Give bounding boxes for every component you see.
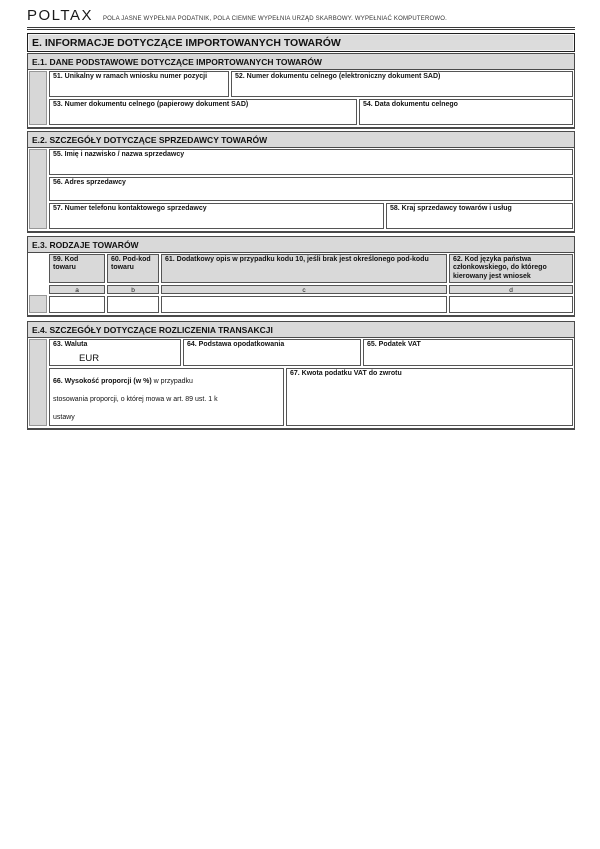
section-e3-body bbox=[28, 253, 574, 315]
column-header-61-label: 61. Dodatkowy opis w przypadku kodu 10, jeśli brak jest określonego pod-kodu bbox=[165, 256, 429, 263]
field-51[interactable] bbox=[49, 71, 229, 97]
field-66-label-rest: w przypadku stosowania proporcji, o której mowa w art. 89 ust. 1 k ustawy bbox=[53, 377, 218, 421]
e2-office-strip bbox=[29, 149, 47, 229]
e1-row-2 bbox=[49, 99, 573, 125]
section-e-title: E. INFORMACJE DOTYCZĄCE IMPORTOWANYCH TOWARÓW bbox=[27, 33, 575, 52]
poltax-form bbox=[27, 8, 575, 430]
field-53-label: 53. Numer dokumentu celnego (papierowy dokument SAD) bbox=[53, 101, 249, 108]
field-53[interactable] bbox=[49, 99, 357, 125]
section-e2 bbox=[27, 131, 575, 233]
e3-letter-row bbox=[49, 285, 573, 294]
e4-fields bbox=[49, 339, 573, 425]
field-56-label: 56. Adres sprzedawcy bbox=[53, 179, 126, 186]
column-header-62 bbox=[449, 254, 573, 283]
section-e4-body bbox=[28, 338, 574, 427]
section-e4 bbox=[27, 321, 575, 429]
e4-row-1 bbox=[49, 339, 573, 365]
e3-goods-table bbox=[49, 254, 573, 313]
field-66-label bbox=[53, 370, 225, 424]
field-67[interactable] bbox=[286, 368, 573, 426]
field-51-label: 51. Unikalny w ramach wniosku numer pozycji bbox=[53, 73, 208, 80]
field-66[interactable] bbox=[49, 368, 284, 426]
field-63-label: 63. Waluta bbox=[53, 341, 88, 349]
column-header-59-label: 59. Kod towaru bbox=[53, 256, 79, 272]
field-63[interactable] bbox=[49, 339, 181, 365]
field-52[interactable] bbox=[231, 71, 573, 97]
field-58[interactable] bbox=[386, 203, 573, 229]
masthead bbox=[27, 8, 575, 24]
section-e3 bbox=[27, 236, 575, 317]
section-e1 bbox=[27, 53, 575, 129]
entry-cell-c-opis[interactable] bbox=[161, 296, 447, 313]
field-55-label: 55. Imię i nazwisko / nazwa sprzedawcy bbox=[53, 151, 185, 158]
field-64[interactable] bbox=[183, 339, 361, 365]
field-58-label: 58. Kraj sprzedawcy towarów i usług bbox=[390, 205, 512, 212]
e3-strip-spacer bbox=[29, 254, 47, 293]
entry-cell-b-pod-kod[interactable] bbox=[107, 296, 159, 313]
column-header-60-label: 60. Pod-kod towaru bbox=[111, 256, 151, 272]
e3-entry-row bbox=[49, 296, 573, 313]
field-52-label: 52. Numer dokumentu celnego (elektroniczny dokument SAD) bbox=[235, 73, 441, 80]
field-65[interactable] bbox=[363, 339, 573, 365]
field-54-label: 54. Data dokumentu celnego bbox=[363, 101, 458, 108]
e2-row-2 bbox=[49, 177, 573, 201]
e3-strip-office-cell bbox=[29, 295, 47, 313]
e3-header-row bbox=[49, 254, 573, 283]
entry-cell-a-kod-towaru[interactable] bbox=[49, 296, 105, 313]
section-e4-header: E.4. SZCZEGÓŁY DOTYCZĄCE ROZLICZENIA TRANSAKCJI bbox=[28, 322, 574, 338]
column-header-60 bbox=[107, 254, 159, 283]
field-54[interactable] bbox=[359, 99, 573, 125]
section-e2-header: E.2. SZCZEGÓŁY DOTYCZĄCE SPRZEDAWCY TOWARÓW bbox=[28, 132, 574, 148]
field-64-label: 64. Podstawa opodatkowania bbox=[187, 341, 285, 349]
e3-office-strip bbox=[29, 254, 47, 313]
field-65-label: 65. Podatek VAT bbox=[367, 341, 421, 349]
column-header-62-label: 62. Kod języka państwa członkowskiego, do którego kierowany jest wniosek bbox=[453, 256, 547, 280]
letter-cell-c: c bbox=[161, 285, 447, 294]
form-tagline: POLA JASNE WYPEŁNIA PODATNIK, POLA CIEMNE WYPEŁNIA URZĄD SKARBOWY. WYPEŁNIAĆ KOMPUTEROWO. bbox=[102, 16, 447, 22]
field-63-value: EUR bbox=[79, 352, 100, 364]
e1-fields bbox=[49, 71, 573, 125]
e4-row-2 bbox=[49, 368, 573, 426]
e4-office-strip bbox=[29, 339, 47, 425]
field-57-label: 57. Numer telefonu kontaktowego sprzedawcy bbox=[53, 205, 207, 212]
letter-cell-b: b bbox=[107, 285, 159, 294]
field-67-label: 67. Kwota podatku VAT do zwrotu bbox=[290, 369, 402, 377]
top-rule bbox=[27, 27, 575, 30]
letter-cell-d: d bbox=[449, 285, 573, 294]
poltax-brand: POLTAX bbox=[27, 7, 93, 24]
section-e3-header: E.3. RODZAJE TOWARÓW bbox=[28, 237, 574, 253]
e2-row-1 bbox=[49, 149, 573, 175]
field-66-label-bold: 66. Wysokość proporcji (w %) bbox=[53, 377, 152, 385]
section-e1-body bbox=[28, 70, 574, 127]
e2-fields bbox=[49, 149, 573, 229]
section-e1-header: E.1. DANE PODSTAWOWE DOTYCZĄCE IMPORTOWANYCH TOWARÓW bbox=[28, 54, 574, 70]
field-57[interactable] bbox=[49, 203, 384, 229]
letter-cell-a: a bbox=[49, 285, 105, 294]
e2-row-3 bbox=[49, 203, 573, 229]
column-header-61 bbox=[161, 254, 447, 283]
e1-office-strip bbox=[29, 71, 47, 125]
field-56[interactable] bbox=[49, 177, 573, 201]
column-header-59 bbox=[49, 254, 105, 283]
section-e2-body bbox=[28, 148, 574, 231]
field-55[interactable] bbox=[49, 149, 573, 175]
entry-cell-d-kod-jezyka[interactable] bbox=[449, 296, 573, 313]
e1-row-1 bbox=[49, 71, 573, 97]
